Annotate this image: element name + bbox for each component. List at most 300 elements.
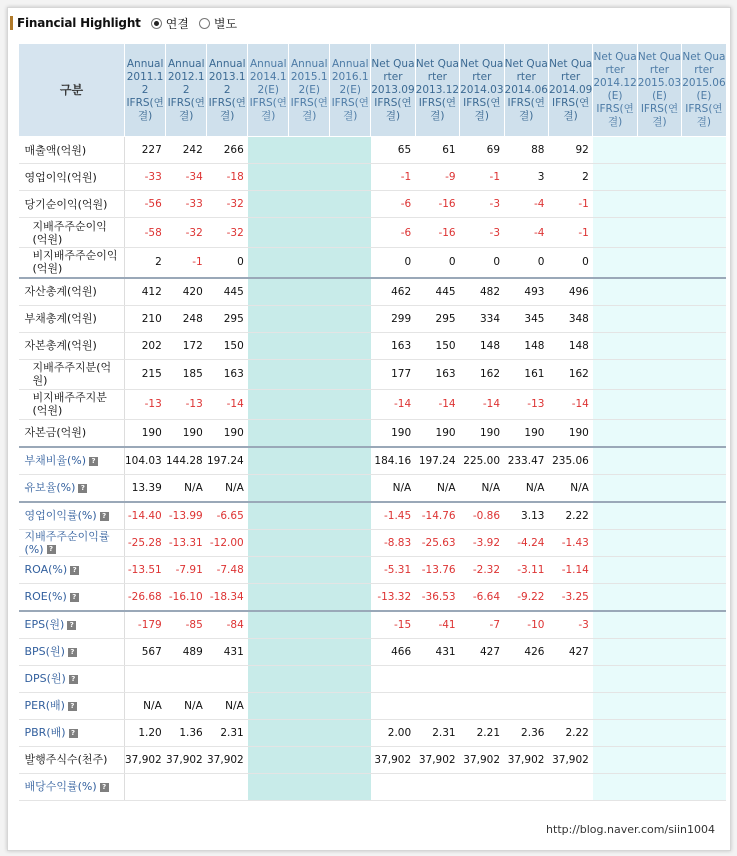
table-cell: -85 bbox=[166, 611, 207, 639]
table-cell: -1 bbox=[460, 164, 504, 191]
table-cell bbox=[330, 474, 371, 502]
table-cell bbox=[330, 719, 371, 746]
table-cell bbox=[682, 502, 726, 530]
column-header-line: 2014.09 bbox=[548, 83, 593, 96]
table-cell bbox=[593, 278, 637, 306]
table-row bbox=[19, 332, 727, 359]
help-icon[interactable]: ? bbox=[68, 702, 77, 711]
table-cell: 466 bbox=[371, 638, 415, 665]
table-cell bbox=[593, 137, 637, 164]
radio-separate-label: 별도 bbox=[213, 16, 238, 31]
table-cell bbox=[125, 773, 166, 800]
table-cell bbox=[593, 164, 637, 191]
table-cell: 144.28 bbox=[166, 447, 207, 475]
table-cell: -7.91 bbox=[166, 556, 207, 583]
table-cell bbox=[330, 419, 371, 447]
table-cell bbox=[248, 137, 289, 164]
column-header-line: rter bbox=[472, 70, 492, 83]
column-header bbox=[460, 44, 504, 137]
table-cell: -84 bbox=[207, 611, 248, 639]
table-cell bbox=[289, 746, 330, 773]
row-label[interactable] bbox=[19, 447, 125, 475]
table-cell: 426 bbox=[504, 638, 548, 665]
row-label-text: BPS(원) bbox=[24, 645, 65, 658]
table-cell: -58 bbox=[125, 218, 166, 248]
table-cell: -2.32 bbox=[460, 556, 504, 583]
table-cell: -16.10 bbox=[166, 583, 207, 611]
table-cell: 493 bbox=[504, 278, 548, 306]
table-cell: -3 bbox=[460, 218, 504, 248]
table-cell bbox=[593, 419, 637, 447]
column-header-line: IFRS(연 bbox=[126, 96, 164, 109]
table-cell: 431 bbox=[415, 638, 459, 665]
column-header-line: 2015.1 bbox=[290, 70, 328, 83]
column-header-line: IFRS(연 bbox=[208, 96, 246, 109]
table-cell: -13.76 bbox=[415, 556, 459, 583]
table-cell: 242 bbox=[166, 137, 207, 164]
column-header-line: 2014.1 bbox=[249, 70, 287, 83]
table-cell: -1 bbox=[371, 164, 415, 191]
table-cell bbox=[460, 665, 504, 692]
column-header bbox=[637, 44, 681, 137]
table-row bbox=[19, 191, 727, 218]
table-row bbox=[19, 218, 727, 248]
table-cell: 2.31 bbox=[207, 719, 248, 746]
row-label[interactable] bbox=[19, 529, 125, 556]
column-header-line: 결) bbox=[696, 116, 712, 128]
radio-unselected-icon[interactable] bbox=[199, 18, 210, 29]
row-label bbox=[19, 248, 125, 278]
column-header-line: IFRS(연 bbox=[640, 103, 679, 115]
table-cell bbox=[637, 191, 681, 218]
table-cell bbox=[248, 218, 289, 248]
column-header-line: IFRS(연 bbox=[374, 96, 412, 109]
table-cell: 427 bbox=[548, 638, 592, 665]
row-label bbox=[19, 746, 125, 773]
table-cell: 190 bbox=[460, 419, 504, 447]
help-icon[interactable]: ? bbox=[100, 512, 109, 521]
row-label-text: EPS(원) bbox=[24, 618, 65, 631]
table-cell: 190 bbox=[371, 419, 415, 447]
table-cell: 3 bbox=[504, 164, 548, 191]
row-label-text: 배당수익률(%) bbox=[24, 780, 97, 793]
table-cell: -3.92 bbox=[460, 529, 504, 556]
table-cell bbox=[504, 665, 548, 692]
table-cell: 427 bbox=[460, 638, 504, 665]
table-cell: -14.40 bbox=[125, 502, 166, 530]
table-cell: -9 bbox=[415, 164, 459, 191]
row-label-text: 영업이익(억원) bbox=[24, 170, 97, 184]
row-label bbox=[19, 191, 125, 218]
table-cell bbox=[330, 583, 371, 611]
row-label-text: PER(배) bbox=[24, 699, 65, 712]
table-row bbox=[19, 164, 727, 191]
table-cell: -4 bbox=[504, 191, 548, 218]
radio-separate[interactable] bbox=[199, 15, 237, 32]
table-cell: 2.36 bbox=[504, 719, 548, 746]
table-cell bbox=[593, 773, 637, 800]
row-label-text: 지배주주순이익률(%) bbox=[24, 529, 110, 556]
table-cell bbox=[682, 773, 726, 800]
table-cell: -4.24 bbox=[504, 529, 548, 556]
table-cell bbox=[207, 665, 248, 692]
table-cell: 177 bbox=[371, 359, 415, 389]
table-cell bbox=[682, 529, 726, 556]
table-cell: 489 bbox=[166, 638, 207, 665]
table-cell: -33 bbox=[125, 164, 166, 191]
table-cell: -1 bbox=[166, 248, 207, 278]
column-header-line: Net Qua bbox=[415, 57, 459, 70]
column-header-line: rter bbox=[605, 64, 625, 76]
column-header-line: rter bbox=[561, 70, 581, 83]
table-cell: 225.00 bbox=[460, 447, 504, 475]
table-cell bbox=[593, 665, 637, 692]
table-cell bbox=[330, 305, 371, 332]
table-cell bbox=[330, 638, 371, 665]
row-label bbox=[19, 137, 125, 164]
table-cell: -25.63 bbox=[415, 529, 459, 556]
table-cell bbox=[289, 389, 330, 419]
column-header-line: 2012.1 bbox=[167, 70, 205, 83]
table-cell bbox=[637, 164, 681, 191]
table-cell: N/A bbox=[207, 692, 248, 719]
table-cell: 148 bbox=[504, 332, 548, 359]
table-cell: 334 bbox=[460, 305, 504, 332]
table-cell bbox=[682, 638, 726, 665]
table-cell: -36.53 bbox=[415, 583, 459, 611]
table-cell bbox=[248, 191, 289, 218]
column-header bbox=[289, 44, 330, 137]
watermark: http://blog.naver.com/siin1004 bbox=[546, 823, 715, 836]
table-cell: 148 bbox=[460, 332, 504, 359]
column-header-line: 결) bbox=[343, 109, 358, 122]
table-cell bbox=[166, 665, 207, 692]
row-label[interactable] bbox=[19, 692, 125, 719]
table-cell: -9.22 bbox=[504, 583, 548, 611]
table-cell bbox=[682, 474, 726, 502]
row-label[interactable] bbox=[19, 611, 125, 639]
table-cell bbox=[682, 447, 726, 475]
table-cell: 104.03 bbox=[125, 447, 166, 475]
table-cell bbox=[637, 248, 681, 278]
table-cell bbox=[289, 164, 330, 191]
table-cell bbox=[289, 692, 330, 719]
table-cell: 266 bbox=[207, 137, 248, 164]
help-icon[interactable]: ? bbox=[47, 545, 56, 554]
row-label[interactable] bbox=[19, 502, 125, 530]
column-header-line: 결) bbox=[563, 109, 578, 122]
table-cell bbox=[248, 665, 289, 692]
help-icon[interactable]: ? bbox=[70, 593, 79, 602]
table-cell: N/A bbox=[207, 474, 248, 502]
table-cell bbox=[682, 692, 726, 719]
table-cell: -14 bbox=[460, 389, 504, 419]
table-cell bbox=[248, 278, 289, 306]
table-cell: 69 bbox=[460, 137, 504, 164]
column-header-line: Net Qua bbox=[460, 57, 504, 70]
table-cell bbox=[289, 502, 330, 530]
table-cell bbox=[593, 474, 637, 502]
table-cell bbox=[289, 474, 330, 502]
table-cell bbox=[637, 665, 681, 692]
table-cell bbox=[682, 719, 726, 746]
table-cell: 567 bbox=[125, 638, 166, 665]
table-cell: 37,902 bbox=[548, 746, 592, 773]
row-label-text: 발행주식수(천주) bbox=[24, 753, 108, 766]
table-cell: N/A bbox=[166, 474, 207, 502]
table-cell: -15 bbox=[371, 611, 415, 639]
row-label-text: ROE(%) bbox=[24, 590, 67, 603]
column-header-line: (E) bbox=[652, 90, 667, 102]
row-label[interactable] bbox=[19, 583, 125, 611]
table-cell: -14 bbox=[548, 389, 592, 419]
column-header-line: Net Qua bbox=[593, 51, 637, 63]
table-cell bbox=[289, 611, 330, 639]
table-cell bbox=[593, 746, 637, 773]
table-cell: 197.24 bbox=[207, 447, 248, 475]
table-cell bbox=[330, 248, 371, 278]
table-cell: 61 bbox=[415, 137, 459, 164]
table-cell: -13 bbox=[504, 389, 548, 419]
table-cell bbox=[248, 164, 289, 191]
table-cell: -26.68 bbox=[125, 583, 166, 611]
table-cell: 163 bbox=[207, 359, 248, 389]
table-cell bbox=[371, 665, 415, 692]
table-cell: -1.45 bbox=[371, 502, 415, 530]
table-cell: 92 bbox=[548, 137, 592, 164]
table-cell: 295 bbox=[207, 305, 248, 332]
table-cell: -179 bbox=[125, 611, 166, 639]
radio-consolidated-label: 연결 bbox=[165, 16, 189, 31]
table-cell bbox=[682, 137, 726, 164]
table-cell bbox=[593, 692, 637, 719]
table-cell: 163 bbox=[371, 332, 415, 359]
table-cell: 13.39 bbox=[125, 474, 166, 502]
column-header-line: Net Qua bbox=[371, 57, 415, 70]
table-cell bbox=[593, 389, 637, 419]
column-header-line: 2 bbox=[223, 83, 231, 96]
table-cell bbox=[330, 164, 371, 191]
table-cell bbox=[637, 218, 681, 248]
column-header-line: (E) bbox=[696, 90, 712, 102]
help-icon[interactable]: ? bbox=[67, 621, 76, 630]
column-header-line: Annual bbox=[168, 57, 205, 70]
table-cell bbox=[637, 529, 681, 556]
table-cell bbox=[682, 556, 726, 583]
table-cell: 150 bbox=[207, 332, 248, 359]
table-cell bbox=[248, 359, 289, 389]
table-cell: -32 bbox=[207, 191, 248, 218]
table-cell: 161 bbox=[504, 359, 548, 389]
column-header bbox=[371, 44, 415, 137]
column-header-line: 2(E) bbox=[298, 83, 320, 96]
help-icon[interactable]: ? bbox=[69, 729, 78, 738]
table-cell bbox=[289, 583, 330, 611]
table-cell: 420 bbox=[166, 278, 207, 306]
table-cell bbox=[371, 773, 415, 800]
table-body bbox=[19, 137, 727, 801]
table-cell bbox=[289, 719, 330, 746]
table-cell: -13.32 bbox=[371, 583, 415, 611]
row-label[interactable] bbox=[19, 719, 125, 746]
table-cell: 235.06 bbox=[548, 447, 592, 475]
table-cell bbox=[637, 502, 681, 530]
table-cell: 496 bbox=[548, 278, 592, 306]
column-header-line: 2013.1 bbox=[208, 70, 246, 83]
table-cell bbox=[248, 746, 289, 773]
table-cell bbox=[289, 191, 330, 218]
table-cell: -6.65 bbox=[207, 502, 248, 530]
table-cell: -18 bbox=[207, 164, 248, 191]
help-icon[interactable]: ? bbox=[89, 457, 98, 466]
table-cell: -12.00 bbox=[207, 529, 248, 556]
table-cell bbox=[125, 665, 166, 692]
table-cell bbox=[637, 719, 681, 746]
table-cell bbox=[330, 278, 371, 306]
table-cell bbox=[330, 389, 371, 419]
row-label-text: 유보율(%) bbox=[24, 481, 76, 494]
row-label-text: PBR(배) bbox=[24, 726, 66, 739]
table-cell: 37,902 bbox=[371, 746, 415, 773]
corner-header: 구분 bbox=[19, 44, 125, 137]
table-cell: N/A bbox=[371, 474, 415, 502]
table-cell bbox=[248, 248, 289, 278]
table-cell bbox=[289, 332, 330, 359]
table-cell bbox=[248, 638, 289, 665]
table-cell bbox=[289, 447, 330, 475]
table-cell: 462 bbox=[371, 278, 415, 306]
table-row bbox=[19, 665, 727, 692]
column-header-line: Annual bbox=[291, 57, 328, 70]
table-cell: 445 bbox=[415, 278, 459, 306]
table-cell bbox=[289, 638, 330, 665]
column-header-line: 결) bbox=[220, 109, 235, 122]
column-header-line: Annual bbox=[250, 57, 287, 70]
column-header-line: IFRS(연 bbox=[551, 96, 590, 109]
table-cell: -8.83 bbox=[371, 529, 415, 556]
table-cell bbox=[637, 556, 681, 583]
help-icon[interactable]: ? bbox=[78, 484, 87, 493]
row-label[interactable] bbox=[19, 474, 125, 502]
table-cell: 65 bbox=[371, 137, 415, 164]
row-label-text: 당기순이익(억원) bbox=[24, 197, 108, 211]
table-cell bbox=[330, 529, 371, 556]
table-cell bbox=[415, 773, 459, 800]
table-cell: -18.34 bbox=[207, 583, 248, 611]
help-icon[interactable]: ? bbox=[68, 648, 77, 657]
table-cell: -13.99 bbox=[166, 502, 207, 530]
table-cell: -6.64 bbox=[460, 583, 504, 611]
table-cell bbox=[682, 305, 726, 332]
table-cell bbox=[593, 191, 637, 218]
column-header-line: Annual bbox=[332, 57, 369, 70]
column-header bbox=[207, 44, 248, 137]
table-cell bbox=[593, 502, 637, 530]
table-cell: 197.24 bbox=[415, 447, 459, 475]
table-cell bbox=[289, 419, 330, 447]
row-label-text: ROA(%) bbox=[24, 563, 68, 576]
table-cell: 37,902 bbox=[504, 746, 548, 773]
help-icon[interactable]: ? bbox=[70, 566, 79, 575]
table-cell: -33 bbox=[166, 191, 207, 218]
row-label[interactable] bbox=[19, 638, 125, 665]
table-cell bbox=[548, 692, 592, 719]
row-label bbox=[19, 389, 125, 419]
column-header-line: 2016.1 bbox=[331, 70, 369, 83]
table-cell bbox=[682, 191, 726, 218]
help-icon[interactable]: ? bbox=[100, 783, 109, 792]
table-cell: -6 bbox=[371, 191, 415, 218]
column-header-line: 2014.06 bbox=[504, 83, 548, 96]
table-cell bbox=[289, 137, 330, 164]
column-header-line: IFRS(연 bbox=[331, 96, 369, 109]
table-cell: 0 bbox=[460, 248, 504, 278]
table-cell: 233.47 bbox=[504, 447, 548, 475]
table-cell: 150 bbox=[415, 332, 459, 359]
table-cell: 295 bbox=[415, 305, 459, 332]
table-cell bbox=[682, 389, 726, 419]
radio-consolidated[interactable] bbox=[151, 15, 189, 32]
table-cell: N/A bbox=[504, 474, 548, 502]
table-cell: -6 bbox=[371, 218, 415, 248]
table-cell: -13.31 bbox=[166, 529, 207, 556]
table-cell: 445 bbox=[207, 278, 248, 306]
table-row bbox=[19, 248, 727, 278]
row-label bbox=[19, 359, 125, 389]
table-cell: -3 bbox=[548, 611, 592, 639]
row-label[interactable] bbox=[19, 773, 125, 800]
column-header-line: 2015.06 bbox=[682, 77, 726, 89]
table-cell bbox=[330, 746, 371, 773]
table-cell: N/A bbox=[415, 474, 459, 502]
table-cell bbox=[637, 305, 681, 332]
row-label[interactable] bbox=[19, 665, 125, 692]
help-icon[interactable]: ? bbox=[69, 675, 78, 684]
table-cell: -34 bbox=[166, 164, 207, 191]
radio-selected-icon[interactable] bbox=[151, 18, 162, 29]
table-cell bbox=[637, 638, 681, 665]
row-label-text: 비지배주주순이익(억원) bbox=[32, 249, 118, 276]
table-cell bbox=[593, 719, 637, 746]
table-cell: 0 bbox=[504, 248, 548, 278]
table-cell bbox=[682, 583, 726, 611]
table-row bbox=[19, 389, 727, 419]
column-header-line: 결) bbox=[261, 109, 276, 122]
table-cell bbox=[248, 389, 289, 419]
table-cell bbox=[248, 692, 289, 719]
table-cell bbox=[289, 359, 330, 389]
column-header-line: 2(E) bbox=[339, 83, 361, 96]
table-cell bbox=[330, 611, 371, 639]
table-cell bbox=[593, 305, 637, 332]
table-cell bbox=[415, 692, 459, 719]
table-cell: 148 bbox=[548, 332, 592, 359]
table-cell: 190 bbox=[504, 419, 548, 447]
table-cell: 2.31 bbox=[415, 719, 459, 746]
table-cell bbox=[248, 447, 289, 475]
table-cell bbox=[289, 556, 330, 583]
column-header-line: 2014.03 bbox=[460, 83, 504, 96]
table-cell: N/A bbox=[125, 692, 166, 719]
table-cell bbox=[330, 447, 371, 475]
column-header bbox=[248, 44, 289, 137]
row-label[interactable] bbox=[19, 556, 125, 583]
table-cell bbox=[460, 773, 504, 800]
table-cell: 163 bbox=[415, 359, 459, 389]
column-header-line: Net Qua bbox=[504, 57, 548, 70]
table-row bbox=[19, 278, 727, 306]
table-cell bbox=[504, 773, 548, 800]
